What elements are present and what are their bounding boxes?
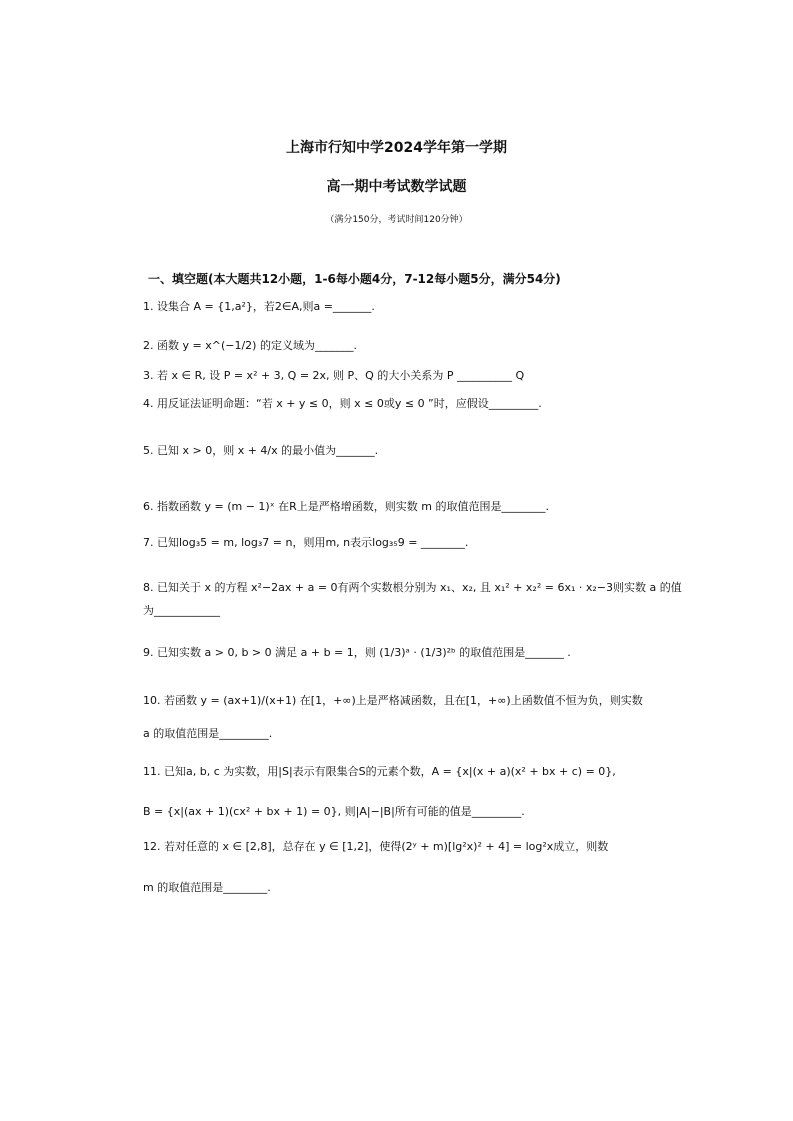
question-text: m 的取值范围是________. [143, 881, 271, 894]
question-9 [143, 645, 643, 661]
question-number: 12. [143, 840, 161, 853]
section-heading: 一、填空题(本大题共12小题，1-6每小题4分，7-12每小题5分，满分54分) [148, 272, 561, 286]
question-text: 若 x ∈ R, 设 P = x² + 3, Q = 2x, 则 P、Q 的大小关系为 P __________ Q [157, 369, 525, 382]
exam-title-subject: 高一期中考试数学试题 [326, 179, 467, 195]
exam-title-school: 上海市行知中学2024学年第一学期 [286, 140, 507, 156]
question-text: 指数函数 y = (m − 1)ˣ 在R上是严格增函数，则实数 m 的取值范围是________. [157, 500, 549, 513]
question-text: 已知关于 x 的方程 x²−2ax + a = 0有两个实数根分别为 x₁、x₂, 且 x₁² + x₂² = 6x₁ · x₂−3则实数 a 的值 [157, 581, 682, 594]
question-1 [143, 299, 643, 315]
question-text: 为____________ [143, 604, 220, 617]
question-number: 6. [143, 500, 154, 513]
question-text: B = {x|(ax + 1)(cx² + bx + 1) = 0}, 则|A|−|B|所有可能的值是_________. [143, 805, 525, 818]
question-text: 函数 y = x^(−1/2) 的定义域为_______. [157, 339, 357, 352]
question-5 [143, 443, 643, 459]
question-number: 3. [143, 369, 154, 382]
question-number: 4. [143, 397, 154, 410]
question-6 [143, 499, 643, 515]
question-text: a 的取值范围是_________. [143, 727, 273, 740]
question-3 [143, 368, 643, 384]
question-11-continued [143, 804, 643, 820]
question-text: 已知 x > 0，则 x + 4/x 的最小值为_______. [157, 444, 379, 457]
question-text: 已知log₃5 = m, log₃7 = n，则用m, n表示log₃₅9 = ________. [157, 536, 469, 549]
question-10-continued [143, 726, 643, 742]
question-number: 11. [143, 765, 161, 778]
question-text: 已知a, b, c 为实数，用|S|表示有限集合S的元素个数，A = {x|(x + a)(x² + bx + c) = 0}, [164, 765, 616, 778]
question-2 [143, 338, 643, 354]
question-8 [143, 580, 682, 596]
question-number: 8. [143, 581, 154, 594]
question-number: 10. [143, 694, 161, 707]
question-11 [143, 764, 643, 780]
question-text: 若函数 y = (ax+1)/(x+1) 在[1，+∞)上是严格减函数，且在[1，+∞)上函数值不恒为负，则实数 [164, 694, 643, 707]
question-text: 已知实数 a > 0, b > 0 满足 a + b = 1，则 (1/3)ᵃ · (1/3)²ᵇ 的取值范围是_______ . [157, 646, 571, 659]
question-12-continued [143, 880, 643, 896]
question-text: 若对任意的 x ∈ [2,8]，总存在 y ∈ [1,2]，使得(2ʸ + m)[lg²x)² + 4] = log²x成立，则数 [164, 840, 609, 853]
question-8-continued [143, 603, 643, 619]
question-number: 7. [143, 536, 154, 549]
question-10 [143, 693, 643, 709]
exam-note: （满分150分，考试时间120分钟） [325, 215, 468, 225]
question-number: 1. [143, 300, 154, 313]
question-text: 用反证法证明命题：“若 x + y ≤ 0，则 x ≤ 0或y ≤ 0 ”时，应假设_________. [157, 397, 542, 410]
question-number: 9. [143, 646, 154, 659]
question-text: 设集合 A = {1,a²}，若2∈A,则a =_______. [157, 300, 375, 313]
question-7 [143, 535, 643, 551]
question-12 [143, 839, 643, 855]
question-4 [143, 396, 643, 412]
question-number: 5. [143, 444, 154, 457]
question-number: 2. [143, 339, 154, 352]
